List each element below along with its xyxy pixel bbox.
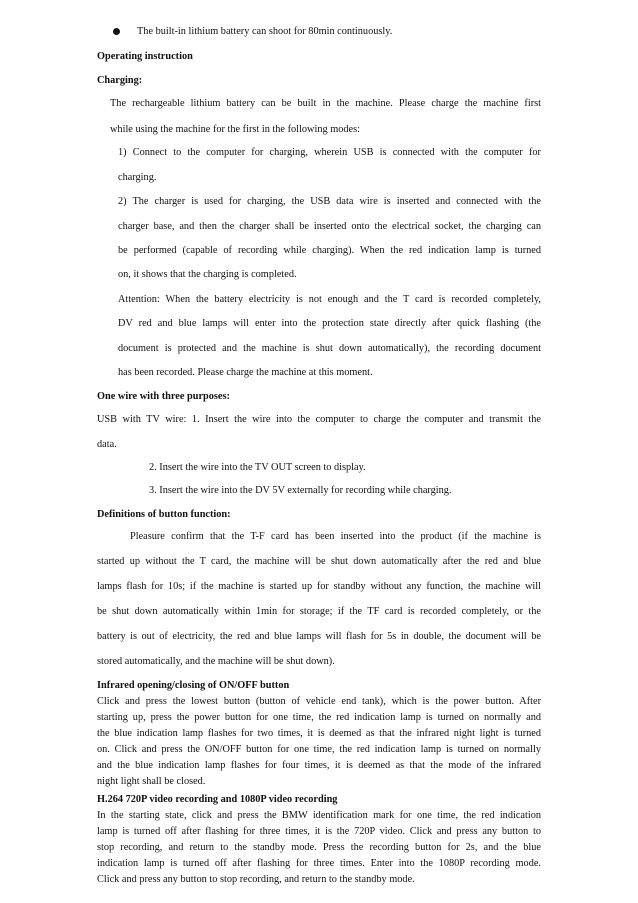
attention-line: document is protected and the machine is shut down automatically), the recording document <box>118 343 541 354</box>
heading-video-recording: H.264 720P video recording and 1080P video recording <box>97 794 338 805</box>
heading-operating-instruction: Operating instruction <box>97 51 193 62</box>
video-line: stop recording, and return to the standby mode. Press the recording button for 2s, and the blue <box>97 842 541 853</box>
charging-mode2-line: charger base, and then the charger shall be inserted onto the electrical socket, the charging can <box>118 221 541 232</box>
infrared-line: and the blue indication lamp flashes for four times, it is deemed as that the mode of the infrared <box>97 760 541 771</box>
charging-mode2-line: be performed (capable of recording while charging). When the red indication lamp is turned <box>118 245 541 256</box>
attention-line: Attention: When the battery electricity is not enough and the T card is recorded completely, <box>118 294 541 305</box>
charging-mode2-line: 2) The charger is used for charging, the USB data wire is inserted and connected with the <box>118 196 541 207</box>
video-line: indication lamp is turned off after flashing for three times. Enter into the 1080P recording mode. <box>97 858 541 869</box>
attention-line: has been recorded. Please charge the machine at this moment. <box>118 367 373 378</box>
definitions-line: Pleasure confirm that the T-F card has been inserted into the product (if the machine is <box>130 531 541 542</box>
charging-mode2-line: on, it shows that the charging is completed. <box>118 269 297 280</box>
infrared-line: Click and press the lowest button (button of vehicle end tank), which is the power button. After <box>97 696 541 707</box>
definitions-line: started up without the T card, the machine will be shut down automatically after the red and blue <box>97 556 541 567</box>
charging-mode1-line: 1) Connect to the computer for charging, wherein USB is connected with the computer for <box>118 147 541 158</box>
video-line: Click and press any button to stop recording, and return to the standby mode. <box>97 874 415 885</box>
charging-intro-line: while using the machine for the first in the following modes: <box>110 124 360 135</box>
one-wire-line: USB with TV wire: 1. Insert the wire into the computer to charge the computer and transmit the <box>97 414 541 425</box>
definitions-line: lamps flash for 10s; if the machine is started up for standby without any function, the machine will <box>97 581 541 592</box>
heading-one-wire: One wire with three purposes: <box>97 391 230 402</box>
charging-intro-line: The rechargeable lithium battery can be built in the machine. Please charge the machine first <box>110 98 541 109</box>
bullet-dot-icon <box>113 28 120 35</box>
infrared-line: on. Click and press the ON/OFF button for one time, the red indication lamp is turned on normally <box>97 744 541 755</box>
infrared-line: the blue indication lamp flashes for two times, it is deemed as that the infrared night light is turned <box>97 728 541 739</box>
heading-infrared: Infrared opening/closing of ON/OFF button <box>97 680 290 691</box>
one-wire-line: data. <box>97 439 117 450</box>
video-line: In the starting state, click and press the BMW identification mark for one time, the red indication <box>97 810 541 821</box>
definitions-line: stored automatically, and the machine will be shut down). <box>97 656 335 667</box>
one-wire-line: 3. Insert the wire into the DV 5V externally for recording while charging. <box>149 485 452 496</box>
charging-mode1-line: charging. <box>118 172 157 183</box>
one-wire-line: 2. Insert the wire into the TV OUT screen to display. <box>149 462 366 473</box>
heading-definitions: Definitions of button function: <box>97 509 231 520</box>
definitions-line: be shut down automatically within 1min for storage; if the TF card is recorded completely, or the <box>97 606 541 617</box>
bullet-battery-text: The built-in lithium battery can shoot for 80min continuously. <box>137 26 393 37</box>
video-line: lamp is turned off after flashing for three times, it is the 720P video. Click and press any button to <box>97 826 541 837</box>
attention-line: DV red and blue lamps will enter into the protection state directly after quick flashing (the <box>118 318 541 329</box>
definitions-line: battery is out of electricity, the red and blue lamps will flash for 5s in double, the document will be <box>97 631 541 642</box>
infrared-line: starting up, press the power button for one time, the red indication lamp is turned on normally and <box>97 712 541 723</box>
infrared-line: night light shall be closed. <box>97 776 206 787</box>
heading-charging: Charging: <box>97 75 143 86</box>
